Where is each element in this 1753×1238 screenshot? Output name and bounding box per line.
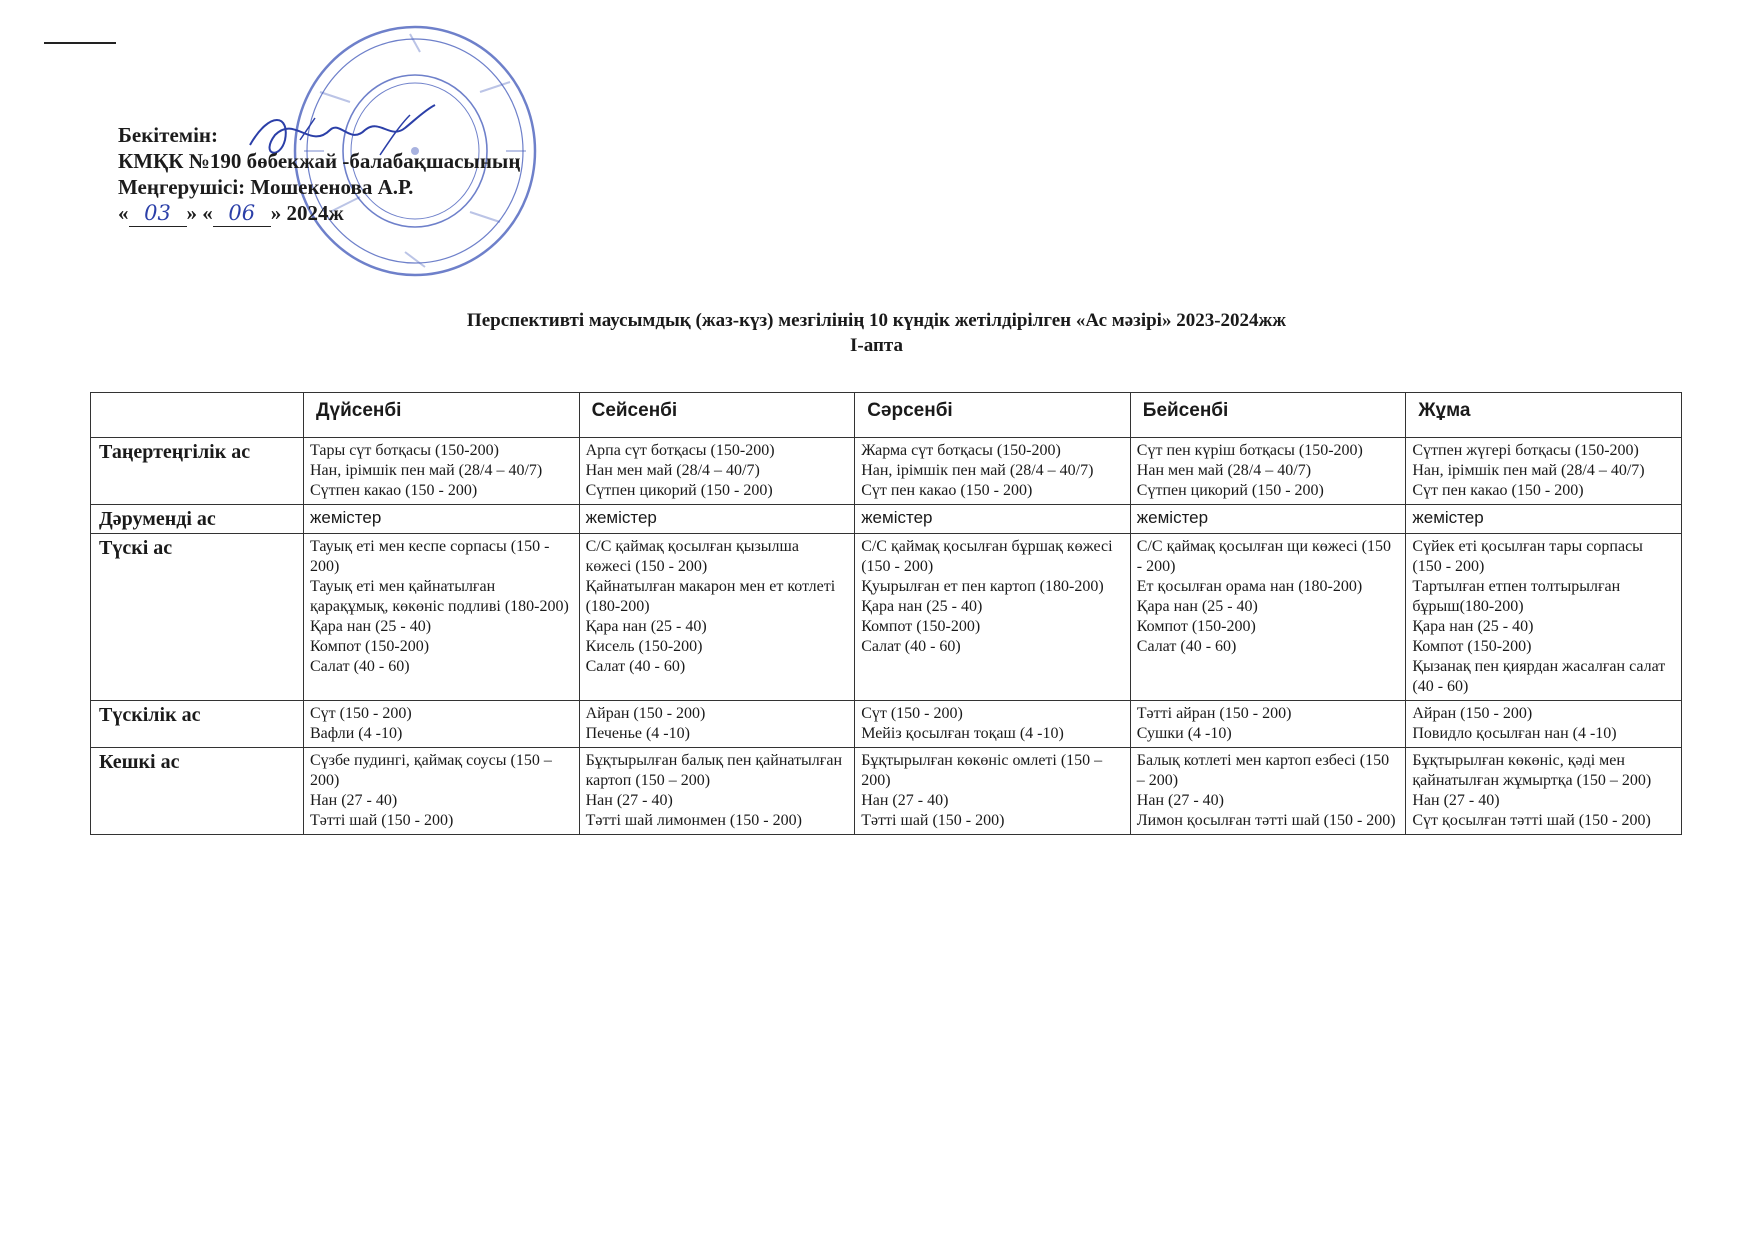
menu-item: Айран (150 - 200) [585, 705, 706, 722]
menu-item: Нан (27 - 40) [585, 792, 673, 809]
menu-item: Жарма сүт ботқасы (150-200) [861, 442, 1061, 459]
menu-item: Сүтпен какао (150 - 200) [310, 482, 478, 499]
menu-item: Сүйек еті қосылған тары сорпасы (150 - 200) [1412, 538, 1643, 575]
menu-table [90, 392, 1682, 835]
menu-cell [855, 748, 1131, 835]
menu-item: Салат (40 - 60) [861, 638, 961, 655]
menu-cell [304, 505, 580, 534]
menu-cell [579, 438, 855, 505]
meal-name: Таңертеңгілік ас [91, 438, 304, 505]
menu-cell [579, 534, 855, 701]
meal-name: Түскі ас [91, 534, 304, 701]
menu-item: Қайнатылған макарон мен ет котлеті (180-200) [585, 578, 836, 615]
menu-item: Компот (150-200) [1412, 638, 1532, 655]
menu-item: Сүт пен какао (150 - 200) [1412, 482, 1584, 499]
table-row [91, 701, 1682, 748]
menu-item: жемістер [861, 508, 933, 527]
menu-item: Печенье (4 -10) [585, 725, 690, 742]
menu-cell [304, 748, 580, 835]
meal-name: Түскілік ас [91, 701, 304, 748]
menu-item: Повидло қосылған нан (4 -10) [1412, 725, 1617, 742]
menu-item: Нан (27 - 40) [1412, 792, 1500, 809]
menu-item: Тәтті шай (150 - 200) [861, 812, 1005, 829]
header-row [91, 393, 1682, 438]
date-prefix: « [118, 201, 129, 225]
menu-item: Нан, ірімшік пен май (28/4 – 40/7) [310, 462, 543, 479]
menu-item: Тәтті шай (150 - 200) [310, 812, 454, 829]
menu-cell [1406, 505, 1682, 534]
menu-item: жемістер [310, 508, 382, 527]
menu-item: Бұқтырылған көкөніс, қәді мен қайнатылған жұмыртқа (150 – 200) [1412, 752, 1652, 789]
menu-cell [1130, 701, 1406, 748]
menu-item: С/С қаймақ қосылған бұршақ көжесі (150 - 200) [861, 538, 1113, 575]
menu-item: Арпа сүт ботқасы (150-200) [585, 442, 775, 459]
menu-cell [304, 534, 580, 701]
menu-cell [579, 748, 855, 835]
menu-cell [1130, 438, 1406, 505]
menu-item: С/С қаймақ қосылған қызылша көжесі (150 - 200) [585, 538, 799, 575]
approval-line-2: КМҚК №190 бөбекжай -балабақшасының [118, 149, 521, 173]
header-day: Жұма [1406, 393, 1682, 438]
menu-item: Сүт пен күріш ботқасы (150-200) [1136, 442, 1363, 459]
menu-item: Сүтпен жүгері ботқасы (150-200) [1412, 442, 1639, 459]
menu-item: Айран (150 - 200) [1412, 705, 1533, 722]
menu-cell [579, 701, 855, 748]
menu-cell [1130, 505, 1406, 534]
menu-item: Тәтті шай лимонмен (150 - 200) [585, 812, 802, 829]
menu-item: жемістер [1412, 508, 1484, 527]
menu-item: Қызанақ пен қиярдан жасалған салат (40 - 60) [1412, 658, 1666, 695]
menu-item: Салат (40 - 60) [585, 658, 686, 675]
header-day: Сейсенбі [579, 393, 855, 438]
menu-item: Вафли (4 -10) [310, 725, 403, 742]
table-row [91, 505, 1682, 534]
header-day: Бейсенбі [1130, 393, 1406, 438]
meal-name: Кешкі ас [91, 748, 304, 835]
menu-item: Қуырылған ет пен картоп (180-200) [861, 578, 1104, 595]
menu-cell [1406, 438, 1682, 505]
menu-cell [304, 438, 580, 505]
approval-line-1: Бекітемін: [118, 123, 219, 147]
menu-item: Нан, ірімшік пен май (28/4 – 40/7) [1412, 462, 1645, 479]
date-day: 03 [129, 200, 187, 227]
menu-item: Компот (150-200) [861, 618, 981, 635]
menu-item: Тәтті айран (150 - 200) [1136, 705, 1292, 722]
menu-cell [1130, 534, 1406, 701]
menu-item: Нан мен май (28/4 – 40/7) [585, 462, 760, 479]
date-suffix: » 2024ж [270, 201, 344, 225]
menu-item: Сушки (4 -10) [1136, 725, 1232, 742]
menu-cell [855, 701, 1131, 748]
menu-item: Нан мен май (28/4 – 40/7) [1136, 462, 1312, 479]
menu-item: Қара нан (25 - 40) [861, 598, 983, 615]
menu-item: Сүтпен цикорий (150 - 200) [585, 482, 773, 499]
menu-item: Қара нан (25 - 40) [310, 618, 432, 635]
menu-item: Тартылған етпен толтырылған бұрыш(180-200) [1412, 578, 1621, 615]
menu-item: Қара нан (25 - 40) [1136, 598, 1258, 615]
menu-item: Сүт қосылған тәтті шай (150 - 200) [1412, 812, 1651, 829]
menu-item: Тауық еті мен кеспе сорпасы (150 - 200) [310, 538, 550, 575]
menu-cell [1406, 748, 1682, 835]
menu-item: Нан (27 - 40) [861, 792, 949, 809]
menu-item: Тары сүт ботқасы (150-200) [310, 442, 499, 459]
approval-date [118, 200, 520, 227]
table-row [91, 534, 1682, 701]
menu-item: Салат (40 - 60) [310, 658, 410, 675]
menu-item: Сүт пен какао (150 - 200) [861, 482, 1033, 499]
table-row [91, 748, 1682, 835]
approval-block [118, 122, 520, 227]
menu-item: Қара нан (25 - 40) [1412, 618, 1534, 635]
menu-item: жемістер [585, 508, 657, 527]
menu-item: Нан, ірімшік пен май (28/4 – 40/7) [861, 462, 1094, 479]
menu-cell [304, 701, 580, 748]
approval-line-3: Меңгерушісі: Мошекенова А.Р. [118, 175, 414, 199]
header-day: Сәрсенбі [855, 393, 1131, 438]
header-corner [91, 393, 304, 438]
document-title [0, 308, 1753, 358]
menu-item: Лимон қосылған тәтті шай (150 - 200) [1136, 812, 1396, 829]
menu-cell [1406, 701, 1682, 748]
menu-item: Ет қосылған орама нан (180-200) [1136, 578, 1363, 595]
menu-item: Нан (27 - 40) [1136, 792, 1224, 809]
menu-cell [855, 438, 1131, 505]
meal-name: Дәруменді ас [91, 505, 304, 534]
menu-item: жемістер [1136, 508, 1209, 527]
menu-item: Қара нан (25 - 40) [585, 618, 707, 635]
menu-item: Сүт (150 - 200) [861, 705, 963, 722]
date-month: 06 [213, 200, 271, 227]
title-line-2: І-апта [850, 335, 903, 356]
menu-cell [855, 534, 1131, 701]
menu-cell [1406, 534, 1682, 701]
header-day: Дүйсенбі [304, 393, 580, 438]
menu-item: Бұқтырылған балық пен қайнатылған картоп (150 – 200) [585, 752, 843, 789]
table-row [91, 438, 1682, 505]
menu-item: Сүт (150 - 200) [310, 705, 412, 722]
date-mid: » « [186, 201, 213, 225]
menu-item: Бұқтырылған көкөніс омлеті (150 – 200) [861, 752, 1103, 789]
menu-cell [579, 505, 855, 534]
menu-item: Салат (40 - 60) [1136, 638, 1237, 655]
menu-cell [1130, 748, 1406, 835]
menu-body [91, 438, 1682, 835]
menu-item: Нан (27 - 40) [310, 792, 398, 809]
menu-item: Балық котлеті мен картоп езбесі (150 – 200) [1136, 752, 1390, 789]
menu-item: Сүтпен цикорий (150 - 200) [1136, 482, 1324, 499]
menu-item: С/С қаймақ қосылған щи көжесі (150 - 200) [1136, 538, 1392, 575]
menu-item: Мейіз қосылған тоқаш (4 -10) [861, 725, 1064, 742]
menu-item: Компот (150-200) [310, 638, 430, 655]
menu-item: Компот (150-200) [1136, 618, 1256, 635]
top-dash-mark [44, 42, 116, 44]
menu-item: Кисель (150-200) [585, 638, 703, 655]
title-line-1: Перспективті маусымдық (жаз-күз) мезгілінің 10 күндік жетілдірілген «Ас мәзірі» 2023-2024жж [466, 310, 1287, 331]
menu-item: Тауық еті мен қайнатылған қарақұмық, көкөніс подливі (180-200) [310, 578, 569, 615]
menu-cell [855, 505, 1131, 534]
menu-item: Сүзбе пудингі, қаймақ соусы (150 – 200) [310, 752, 552, 789]
